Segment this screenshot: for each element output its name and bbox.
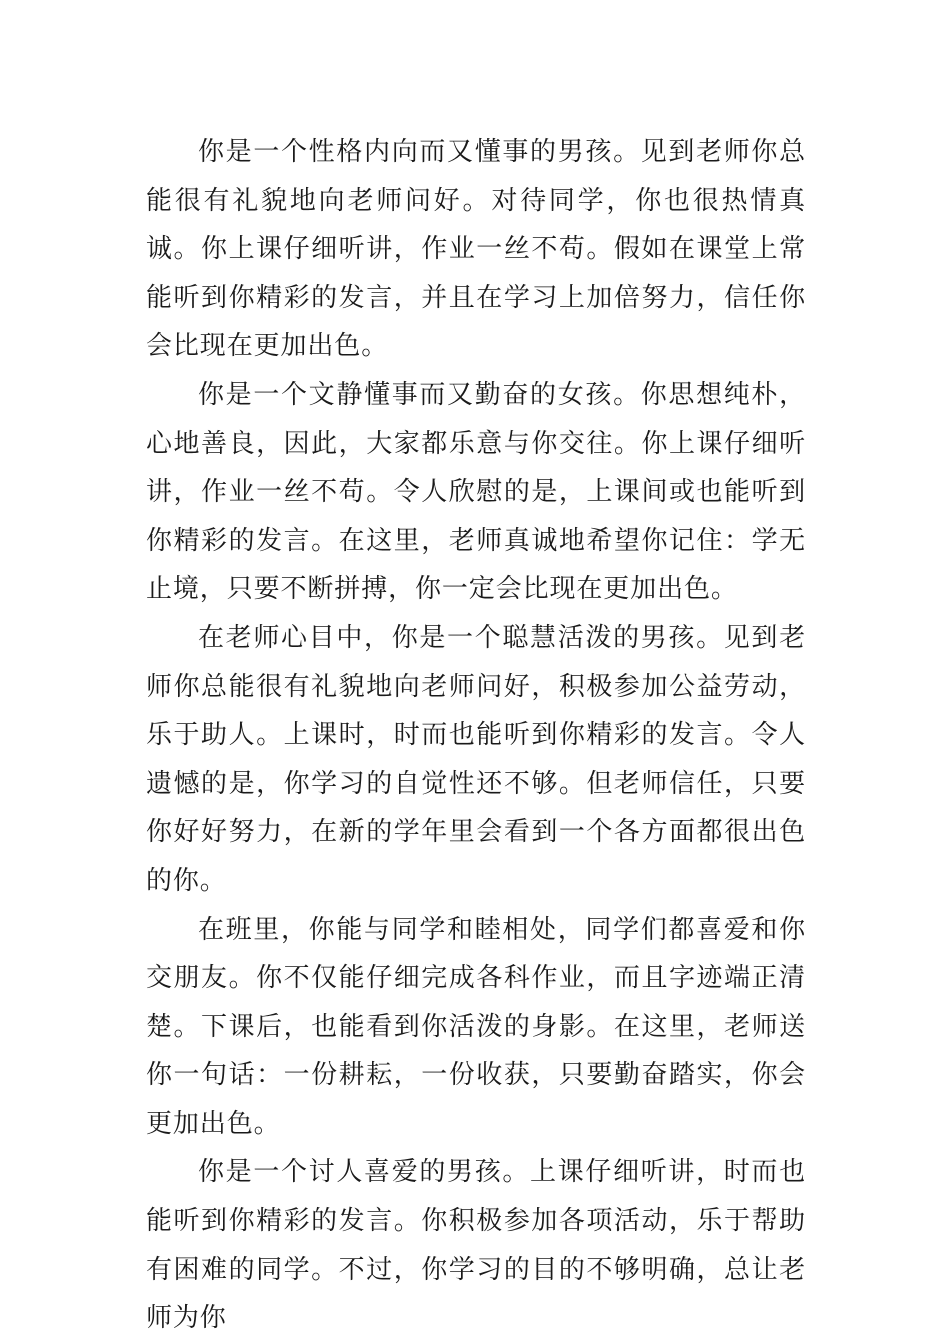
- paragraph-1: 你是一个性格内向而又懂事的男孩。见到老师你总能很有礼貌地向老师问好。对待同学，你也很热情真诚。你上课仔细听讲，作业一丝不苟。假如在课堂上常能听到你精彩的发言，并且在学习上加倍努力，信任你会比现在更加出色。: [146, 137, 806, 362]
- paragraph-3: 在老师心目中，你是一个聪慧活泼的男孩。见到老师你总能很有礼貌地向老师问好，积极参加公益劳动，乐于助人。上课时，时而也能听到你精彩的发言。令人遗憾的是，你学习的自觉性还不够。但老师信任，只要你好好努力，在新的学年里会看到一个各方面都很出色的你。: [146, 622, 806, 896]
- paragraph-2: 你是一个文静懂事而又勤奋的女孩。你思想纯朴，心地善良，因此，大家都乐意与你交往。你上课仔细听讲，作业一丝不苟。令人欣慰的是，上课间或也能听到你精彩的发言。在这里，老师真诚地希望你记住：学无止境，只要不断拼搏，你一定会比现在更加出色。: [146, 379, 806, 605]
- paragraph-5: 你是一个讨人喜爱的男孩。上课仔细听讲，时而也能听到你精彩的发言。你积极参加各项活动，乐于帮助有困难的同学。不过，你学习的目的不够明确，总让老师为你: [146, 1157, 806, 1334]
- paragraph-4: 在班里，你能与同学和睦相处，同学们都喜爱和你交朋友。你不仅能仔细完成各科作业，而且字迹端正清楚。下课后，也能看到你活泼的身影。在这里，老师送你一句话：一份耕耘，一份收获，只要勤奋踏实，你会更加出色。: [146, 914, 806, 1139]
- document-body: [146, 128, 806, 1343]
